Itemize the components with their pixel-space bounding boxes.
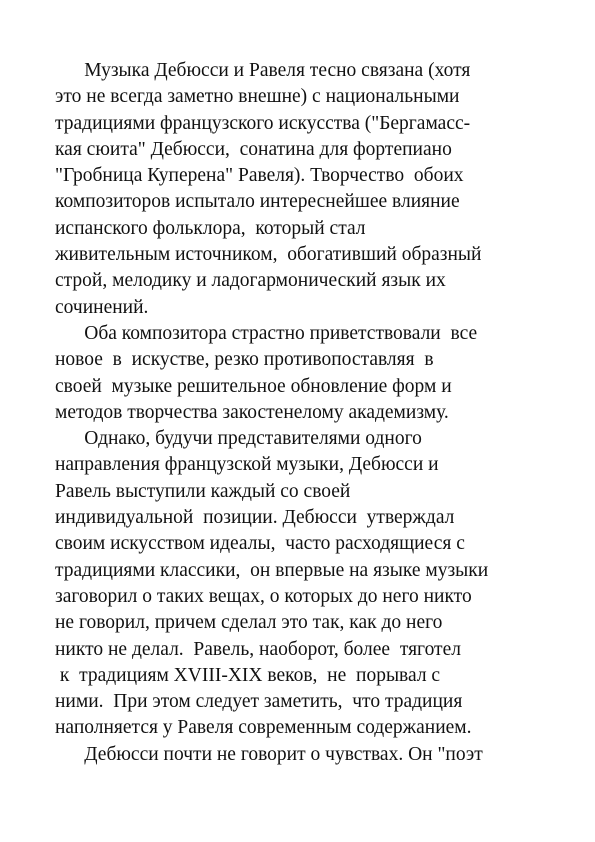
text-line: живительным источником, обогативший образный <box>55 244 482 266</box>
body-text <box>55 58 555 768</box>
text-line: это не всегда заметно внешне) с национальными <box>55 86 460 108</box>
text-line: направления французской музыки, Дебюсси и <box>55 454 439 476</box>
text-line: никто не делал. Равель, наоборот, более тяготел <box>55 638 461 660</box>
text-line: методов творчества закостенелому академизму. <box>55 401 449 423</box>
text-line: индивидуальной позиции. Дебюсси утверждал <box>55 507 455 529</box>
text-line: заговорил о таких вещах, о которых до него никто <box>55 585 472 607</box>
text-line: новое в искустве, резко противопоставляя в <box>55 349 434 371</box>
text-line: Равель выступили каждый со своей <box>55 480 351 502</box>
text-line: кая сюита" Дебюсси, сонатина для фортепиано <box>55 138 452 160</box>
text-line: композиторов испытало интереснейшее влияние <box>55 191 460 213</box>
text-line: не говорил, причем сделал это так, как до него <box>55 612 443 634</box>
text-line: испанского фольклора, который стал <box>55 217 366 239</box>
text-line: традициями французского искусства ("Бергамасс- <box>55 112 471 134</box>
text-line: своим искусством идеалы, часто расходящиеся с <box>55 533 465 555</box>
text-line: наполняется у Равеля современным содержанием. <box>55 717 472 739</box>
text-line: сочинений. <box>55 296 149 318</box>
text-line: "Гробница Куперена" Равеля). Творчество обоих <box>55 165 464 187</box>
text-line: строй, мелодику и ладогармонический язык их <box>55 270 446 292</box>
text-line: традициями классики, он впервые на языке музыки <box>55 559 489 581</box>
text-line: своей музыке решительное обновление форм и <box>55 375 452 397</box>
text-line: ними. При этом следует заметить, что традиция <box>55 691 463 713</box>
text-line: Музыка Дебюсси и Равеля тесно связана (хотя <box>55 60 471 81</box>
text-line: Оба композитора страстно приветствовали все <box>55 322 478 344</box>
text-line: к традициям XVIII-XIX веков, не порывал с <box>55 664 441 686</box>
text-line: Однако, будучи представителями одного <box>55 428 422 450</box>
text-line: Дебюсси почти не говорит о чувствах. Он "поэт <box>55 743 483 765</box>
